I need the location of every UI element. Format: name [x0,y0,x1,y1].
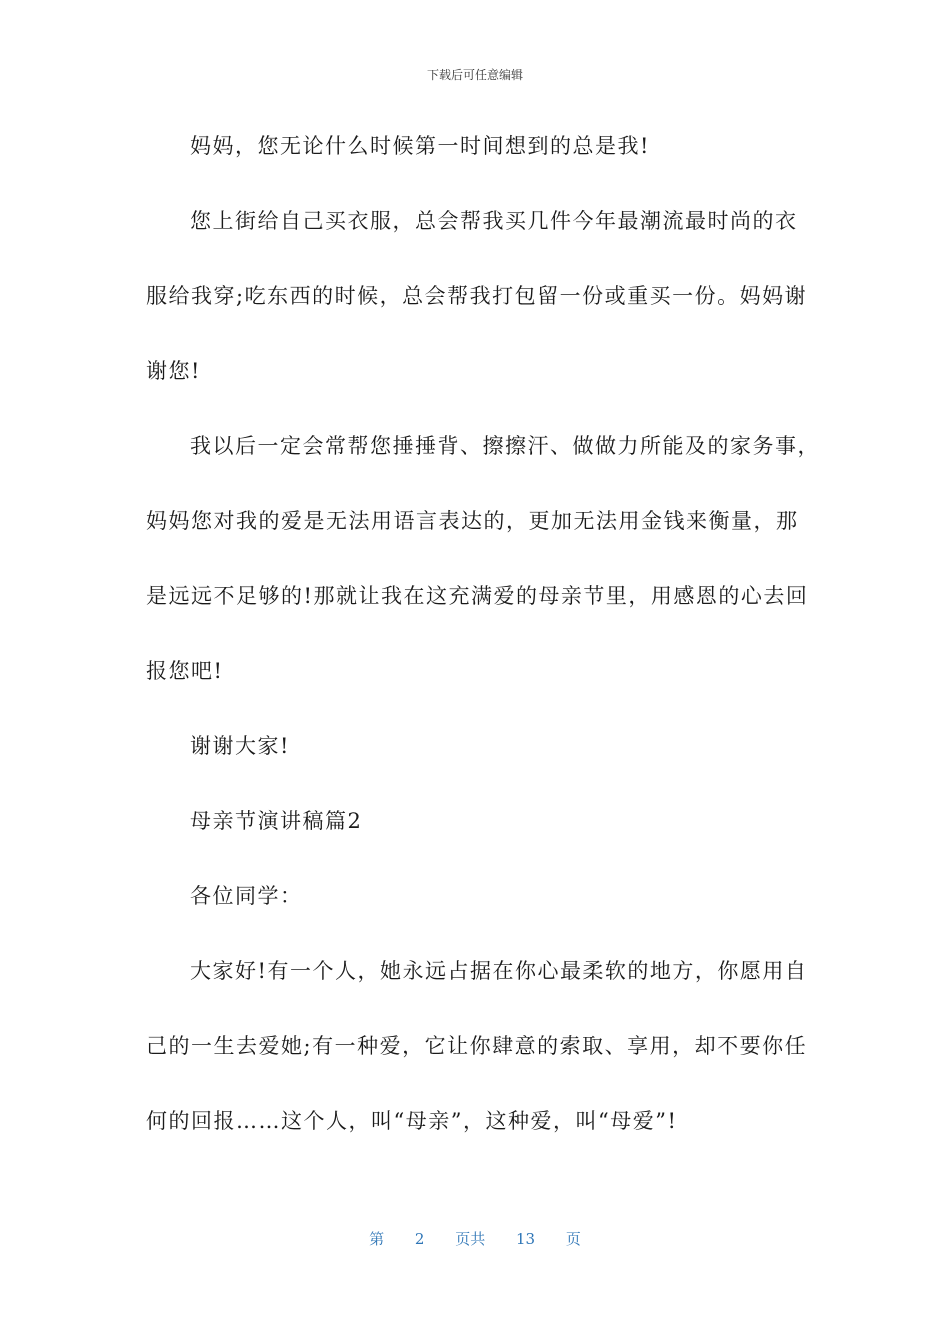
text-line: 服给我穿;吃东西的时候，总会帮我打包留一份或重买一份。妈妈谢 [146,284,808,308]
text-line: 母亲节演讲稿篇2 [190,809,363,833]
footer-total-pages: 13 [516,1230,536,1248]
footer-page-number: 2 [414,1230,425,1248]
page-header: 下载后可任意编辑 [426,68,523,82]
paragraph [146,184,806,409]
text-line: 您上街给自己买衣服，总会帮我买几件今年最潮流最时尚的衣 [190,209,798,233]
footer-suffix: 页 [565,1230,581,1248]
text-line: 大家好!有一个人，她永远占据在你心最柔软的地方，你愿用自 [190,959,808,983]
paragraph [146,859,806,934]
text-line: 各位同学： [190,884,303,908]
paragraph [146,709,806,784]
paragraph [146,409,820,709]
footer-middle: 页共 [455,1230,486,1248]
text-line: 己的一生去爱她;有一种爱，它让你肆意的索取、享用，却不要你任 [146,1034,808,1058]
text-line: 何的回报……这个人，叫“母亲”，这种爱，叫“母爱”! [146,1109,678,1133]
text-line: 妈妈您对我的爱是无法用语言表达的，更加无法用金钱来衡量，那 [146,509,799,533]
section-title [146,784,806,859]
text-line: 谢谢大家! [190,734,290,758]
text-line: 报您吧! [146,659,224,683]
paragraph [146,934,806,1159]
text-line: 是远远不足够的!那就让我在这充满爱的母亲节里，用感恩的心去回 [146,584,809,608]
paragraph [146,109,806,184]
text-line: 妈妈，您无论什么时候第一时间想到的总是我! [190,134,650,158]
text-line: 谢您! [146,359,201,383]
text-line: 我以后一定会常帮您捶捶背、擦擦汗、做做力所能及的家务事， [190,434,820,458]
page-footer [0,1228,950,1249]
footer-prefix: 第 [369,1230,385,1248]
